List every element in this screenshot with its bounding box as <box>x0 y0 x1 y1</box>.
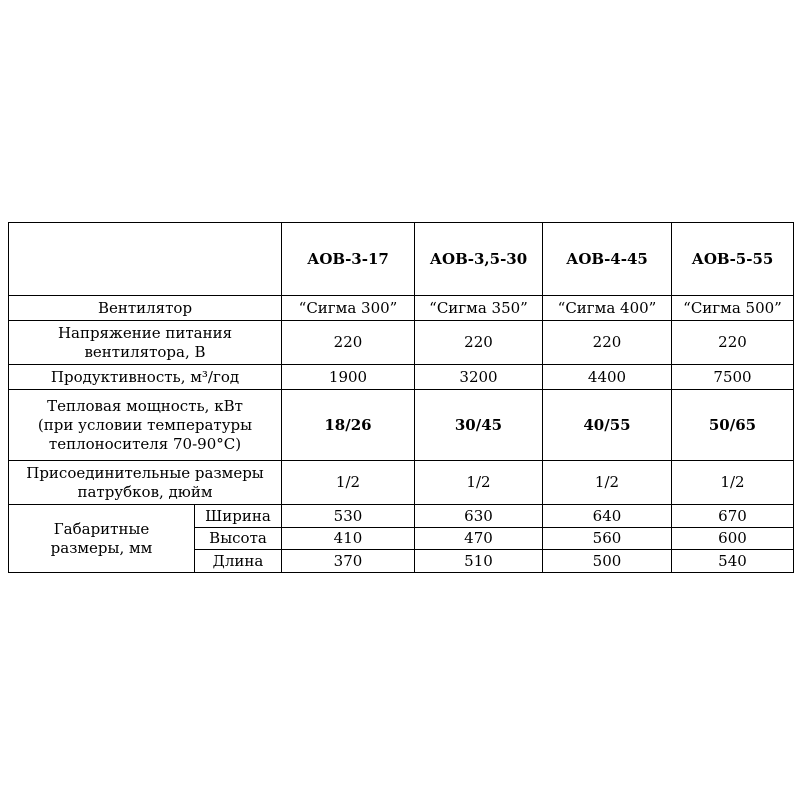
voltage-value: 220 <box>415 321 543 365</box>
header-row <box>9 223 794 296</box>
dimension-value: 370 <box>282 550 415 573</box>
voltage-label <box>9 321 282 365</box>
dimension-value: 510 <box>415 550 543 573</box>
productivity-value: 7500 <box>672 365 794 390</box>
dimension-value: 630 <box>415 505 543 528</box>
heat-power-value: 50/65 <box>672 390 794 461</box>
dimensions-row-width <box>9 505 794 528</box>
heat-power-label-line: Тепловая мощность, кВт <box>47 396 243 415</box>
model-header: АОВ-5-55 <box>672 223 794 296</box>
model-header: АОВ-3,5-30 <box>415 223 543 296</box>
productivity-value: 3200 <box>415 365 543 390</box>
heat-power-value: 40/55 <box>543 390 672 461</box>
connection-value: 1/2 <box>543 461 672 505</box>
dimension-value: 600 <box>672 528 794 550</box>
dimension-value: 470 <box>415 528 543 550</box>
dimension-value: 530 <box>282 505 415 528</box>
heat-power-row <box>9 390 794 461</box>
heat-power-value: 18/26 <box>282 390 415 461</box>
dimensions-label-line: Габаритные <box>53 519 150 538</box>
connection-value: 1/2 <box>282 461 415 505</box>
dimension-sublabel: Длина <box>195 550 282 573</box>
voltage-label-line: вентилятора, В <box>84 342 206 361</box>
connection-label-line: Присоединительные размеры <box>26 463 264 482</box>
connection-label-line: патрубков, дюйм <box>77 482 213 501</box>
connection-label <box>9 461 282 505</box>
specifications-table <box>8 222 794 573</box>
fan-label: Вентилятор <box>9 296 282 321</box>
voltage-value: 220 <box>282 321 415 365</box>
fan-value: “Сигма 500” <box>672 296 794 321</box>
voltage-value: 220 <box>543 321 672 365</box>
voltage-value: 220 <box>672 321 794 365</box>
dimension-value: 640 <box>543 505 672 528</box>
fan-value: “Сигма 350” <box>415 296 543 321</box>
connection-value: 1/2 <box>672 461 794 505</box>
heat-power-value: 30/45 <box>415 390 543 461</box>
heat-power-label <box>9 390 282 461</box>
dimension-value: 670 <box>672 505 794 528</box>
dimensions-label <box>9 505 195 573</box>
connection-value: 1/2 <box>415 461 543 505</box>
dimension-sublabel: Ширина <box>195 505 282 528</box>
model-header: АОВ-4-45 <box>543 223 672 296</box>
dimension-value: 410 <box>282 528 415 550</box>
connection-row <box>9 461 794 505</box>
heat-power-label-line: теплоносителя 70-90°С) <box>48 434 242 453</box>
fan-value: “Сигма 300” <box>282 296 415 321</box>
voltage-row <box>9 321 794 365</box>
productivity-value: 1900 <box>282 365 415 390</box>
dimension-sublabel: Высота <box>195 528 282 550</box>
empty-header-cell <box>9 223 282 296</box>
productivity-label: Продуктивность, м³/год <box>9 365 282 390</box>
heat-power-label-line: (при условии температуры <box>37 415 253 434</box>
model-header: АОВ-3-17 <box>282 223 415 296</box>
productivity-value: 4400 <box>543 365 672 390</box>
dimension-value: 560 <box>543 528 672 550</box>
productivity-row <box>9 365 794 390</box>
dimension-value: 500 <box>543 550 672 573</box>
voltage-label-line: Напряжение питания <box>57 323 233 342</box>
fan-row <box>9 296 794 321</box>
dimension-value: 540 <box>672 550 794 573</box>
dimensions-label-line: размеры, мм <box>50 538 153 557</box>
fan-value: “Сигма 400” <box>543 296 672 321</box>
